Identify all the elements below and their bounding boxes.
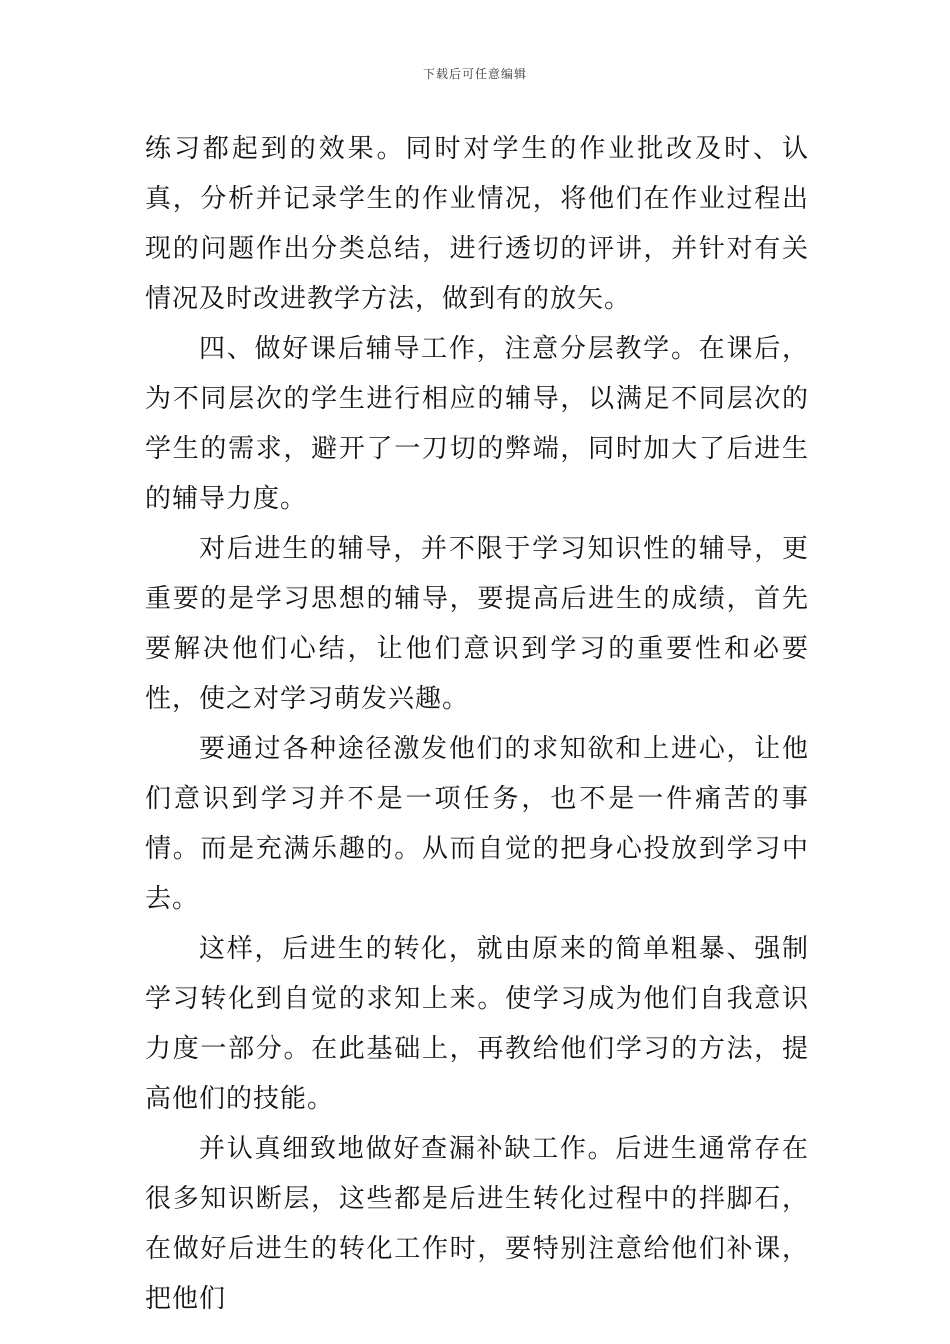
document-body bbox=[145, 124, 809, 1324]
paragraph-section-four: 四、做好课后辅导工作，注意分层教学。在课后，为不同层次的学生进行相应的辅导，以满足不同层次的学生的需求，避开了一刀切的弊端，同时加大了后进生的辅导力度。 bbox=[145, 334, 809, 514]
paragraph-tutoring: 对后进生的辅导，并不限于学习知识性的辅导，更重要的是学习思想的辅导，要提高后进生的成绩，首先要解决他们心结，让他们意识到学习的重要性和必要性，使之对学习萌发兴趣。 bbox=[145, 534, 809, 714]
paragraph-transformation: 这样，后进生的转化，就由原来的简单粗暴、强制学习转化到自觉的求知上来。使学习成为他们自我意识力度一部分。在此基础上，再教给他们学习的方法，提高他们的技能。 bbox=[145, 934, 809, 1114]
paragraph-remedial: 并认真细致地做好查漏补缺工作。后进生通常存在很多知识断层，这些都是后进生转化过程中的拌脚石，在做好后进生的转化工作时，要特别注意给他们补课，把他们 bbox=[145, 1134, 809, 1314]
paragraph-motivation: 要通过各种途径激发他们的求知欲和上进心，让他们意识到学习并不是一项任务，也不是一件痛苦的事情。而是充满乐趣的。从而自觉的把身心投放到学习中去。 bbox=[145, 734, 809, 914]
page-header: 下载后可任意编辑 bbox=[422, 67, 527, 81]
paragraph-continuation: 练习都起到的效果。同时对学生的作业批改及时、认真，分析并记录学生的作业情况，将他们在作业过程出现的问题作出分类总结，进行透切的评讲，并针对有关情况及时改进教学方法，做到有的放矢。 bbox=[145, 134, 809, 314]
